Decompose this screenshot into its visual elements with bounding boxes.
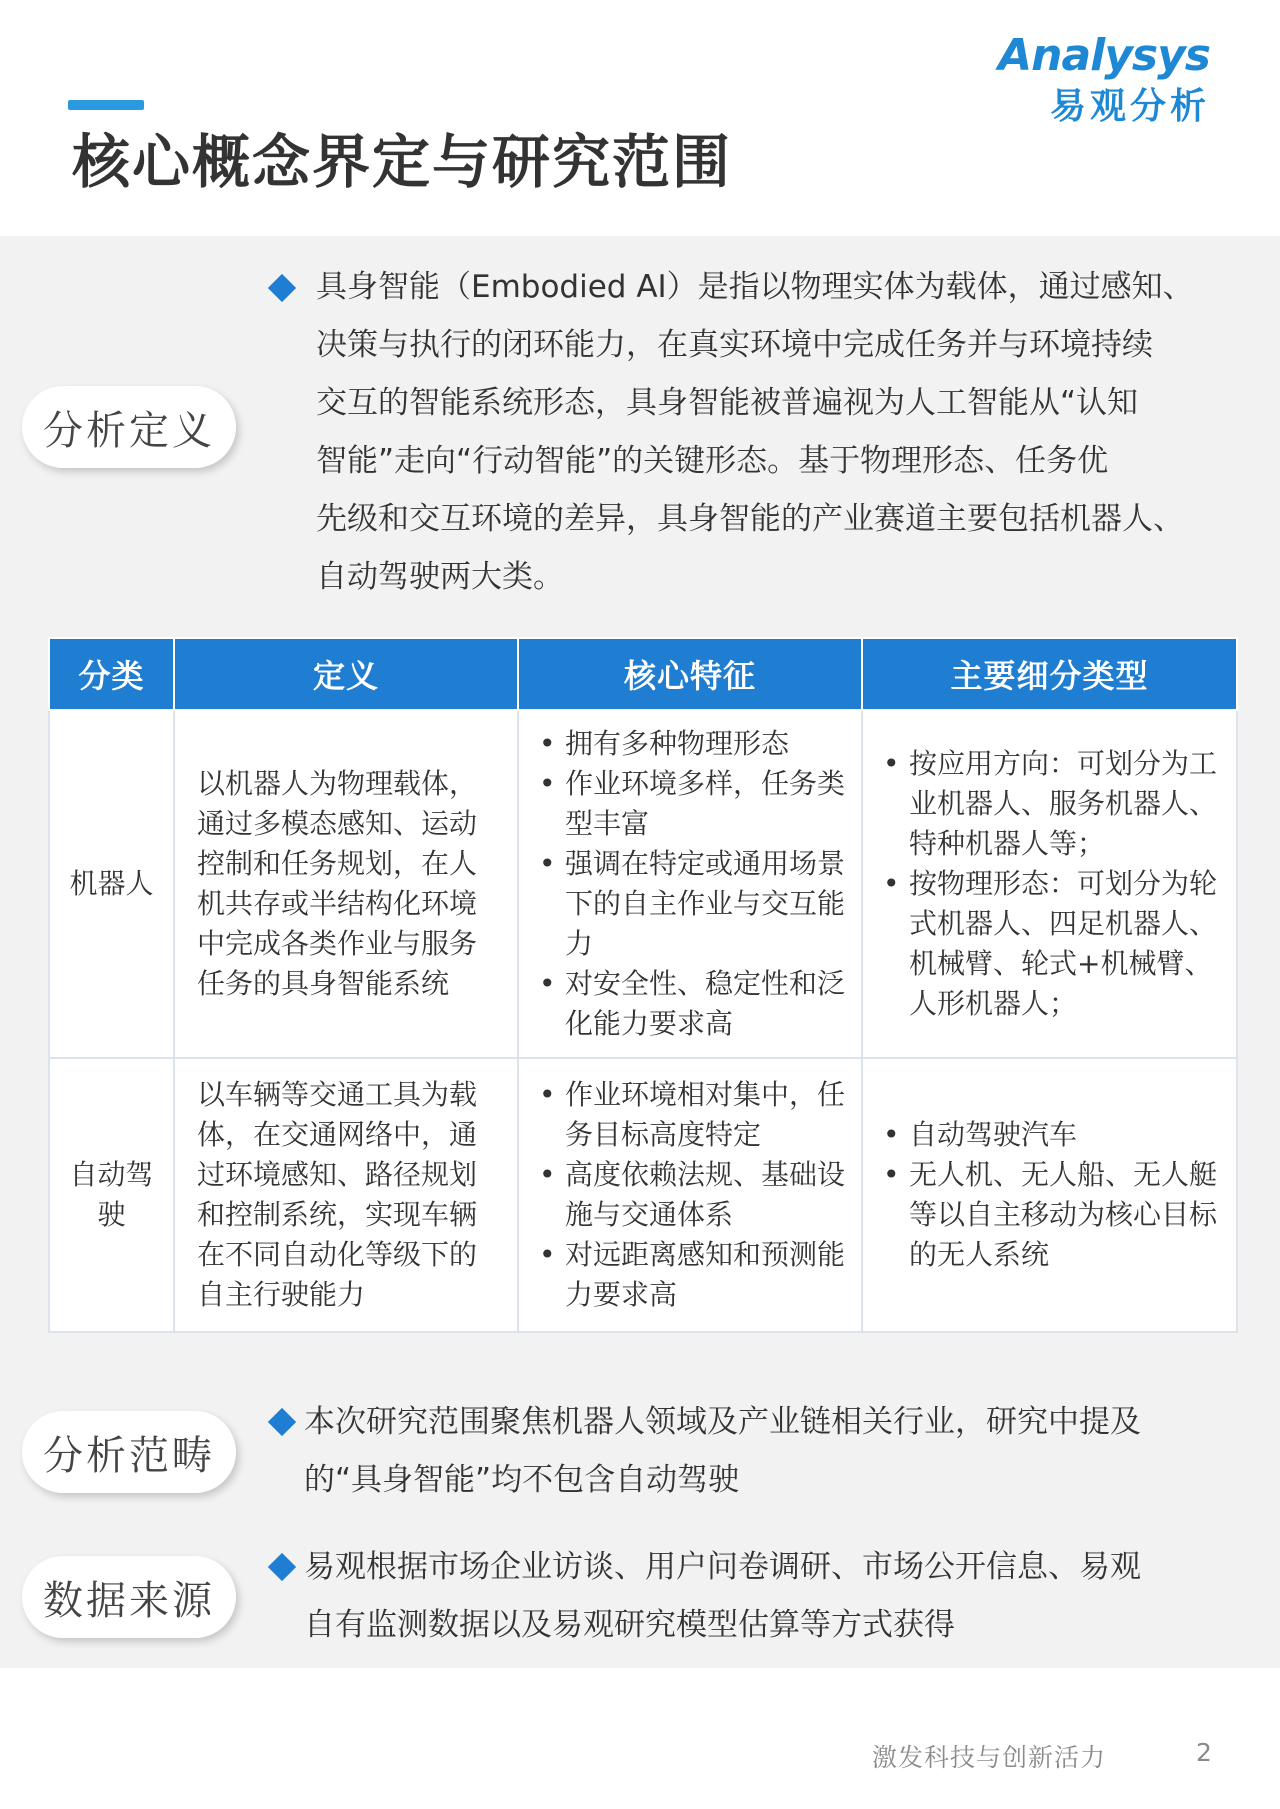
definition-line: 智能”走向“行动智能”的关键形态。基于物理形态、任务优 bbox=[316, 443, 1109, 479]
feature-item: • 作业环境相对集中，任务目标高度特定 bbox=[533, 1075, 847, 1155]
page-number: 2 bbox=[1196, 1738, 1212, 1767]
feature-item: • 拥有多种物理形态 bbox=[533, 724, 847, 764]
feature-item: • 对安全性、稳定性和泛化能力要求高 bbox=[533, 964, 847, 1044]
classification-table bbox=[48, 637, 1238, 1333]
definition-line: 决策与执行的闭环能力，在真实环境中完成任务并与环境持续 bbox=[316, 327, 1153, 363]
definition-line: 自动驾驶两大类。 bbox=[316, 559, 564, 595]
row-definition: 以车辆等交通工具为载体，在交通网络中，通过环境感知、路径规划和控制系统，实现车辆在不同自动化等级下的自主行驶能力 bbox=[174, 1058, 518, 1332]
row-category: 机器人 bbox=[49, 710, 174, 1058]
scope-text bbox=[304, 1393, 1141, 1509]
header-features: 核心特征 bbox=[518, 638, 862, 710]
source-line: 自有监测数据以及易观研究模型估算等方式获得 bbox=[304, 1607, 955, 1643]
definition-line: 具身智能（Embodied AI）是指以物理实体为载体，通过感知、 bbox=[316, 269, 1194, 305]
scope-line: 的“具身智能”均不包含自动驾驶 bbox=[304, 1462, 740, 1498]
page-title: 核心概念界定与研究范围 bbox=[72, 128, 733, 196]
definition-label: 分析定义 bbox=[22, 386, 236, 468]
subtype-item: • 自动驾驶汽车 bbox=[877, 1115, 1222, 1155]
definition-line: 先级和交互环境的差异，具身智能的产业赛道主要包括机器人、 bbox=[316, 501, 1184, 537]
row-subtypes bbox=[862, 710, 1237, 1058]
definition-line: 交互的智能系统形态，具身智能被普遍视为人工智能从“认知 bbox=[316, 385, 1139, 421]
scope-line: 本次研究范围聚焦机器人领域及产业链相关行业，研究中提及 bbox=[304, 1404, 1141, 1440]
source-line: 易观根据市场企业访谈、用户问卷调研、市场公开信息、易观 bbox=[304, 1549, 1141, 1585]
table-row bbox=[49, 710, 1237, 1058]
definition-text bbox=[316, 258, 1194, 606]
table-header-row bbox=[49, 638, 1237, 710]
feature-item: • 作业环境多样，任务类型丰富 bbox=[533, 764, 847, 844]
header-subtypes: 主要细分类型 bbox=[862, 638, 1237, 710]
scope-label: 分析范畴 bbox=[22, 1411, 236, 1493]
source-text bbox=[304, 1538, 1141, 1654]
feature-item: • 对远距离感知和预测能力要求高 bbox=[533, 1235, 847, 1315]
feature-item: • 高度依赖法规、基础设施与交通体系 bbox=[533, 1155, 847, 1235]
row-category: 自动驾驶 bbox=[49, 1058, 174, 1332]
title-accent-bar bbox=[68, 100, 144, 110]
row-features bbox=[518, 710, 862, 1058]
table-row bbox=[49, 1058, 1237, 1332]
analysys-logo bbox=[980, 30, 1210, 130]
subtype-item: • 按物理形态：可划分为轮式机器人、四足机器人、机械臂、轮式+机械臂、人形机器人； bbox=[877, 864, 1222, 1024]
logo-english: Analysys bbox=[998, 30, 1210, 81]
row-definition: 以机器人为物理载体，通过多模态感知、运动控制和任务规划，在人机共存或半结构化环境中完成各类作业与服务任务的具身智能系统 bbox=[174, 710, 518, 1058]
footer-slogan: 激发科技与创新活力 bbox=[872, 1743, 1107, 1772]
logo-chinese: 易观分析 bbox=[1049, 86, 1210, 127]
subtype-item: • 按应用方向：可划分为工业机器人、服务机器人、特种机器人等； bbox=[877, 744, 1222, 864]
row-features bbox=[518, 1058, 862, 1332]
source-label: 数据来源 bbox=[22, 1556, 236, 1638]
header-definition: 定义 bbox=[174, 638, 518, 710]
row-subtypes bbox=[862, 1058, 1237, 1332]
header-category: 分类 bbox=[49, 638, 174, 710]
subtype-item: • 无人机、无人船、无人艇等以自主移动为核心目标的无人系统 bbox=[877, 1155, 1222, 1275]
feature-item: • 强调在特定或通用场景下的自主作业与交互能力 bbox=[533, 844, 847, 964]
